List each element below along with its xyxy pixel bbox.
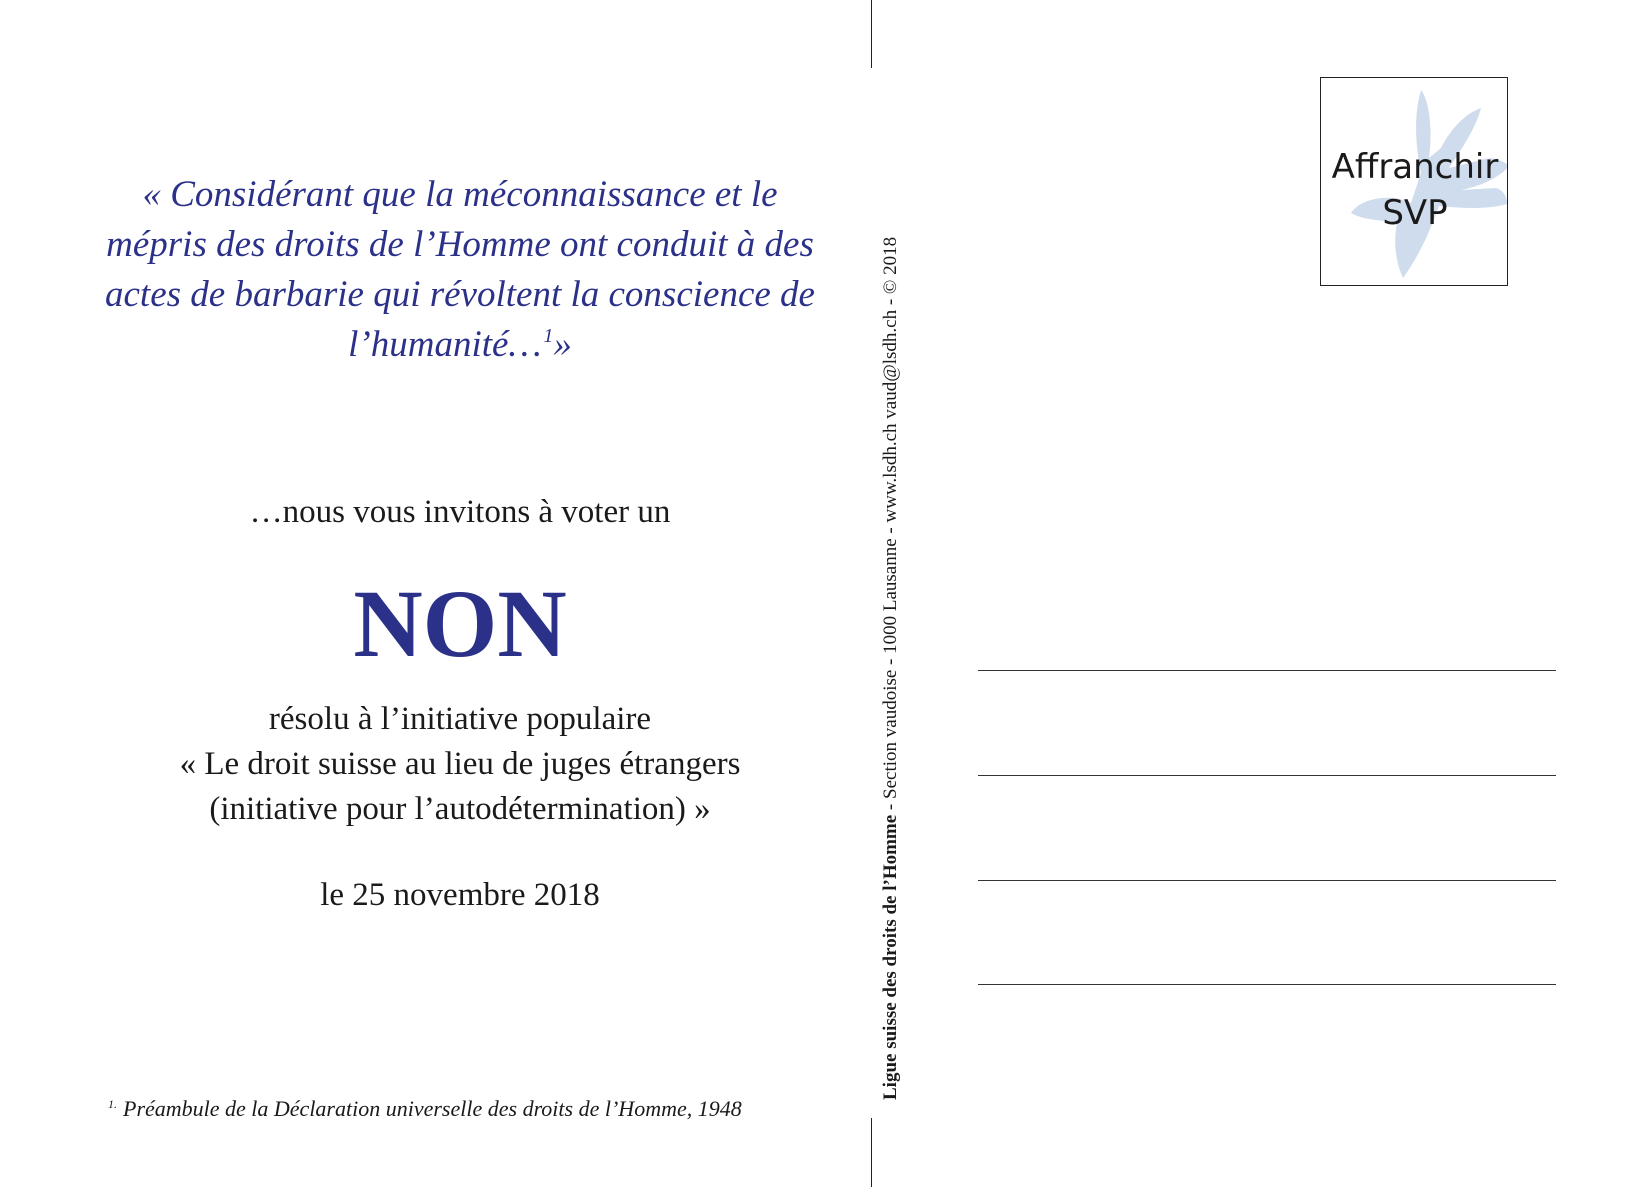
address-line-2[interactable] bbox=[978, 775, 1556, 776]
vote-date: le 25 novembre 2018 bbox=[320, 877, 600, 913]
sender-org-name: Ligue suisse des droits de l’Homme bbox=[880, 814, 901, 1100]
preamble-quote bbox=[60, 170, 860, 370]
quote-line-2: mépris des droits de l’Homme ont conduit à des bbox=[106, 224, 814, 265]
quote-line-4 bbox=[60, 320, 860, 370]
initiative-line-2: « Le droit suisse au lieu de juges étrangers bbox=[179, 746, 741, 782]
quote-close-mark: » bbox=[553, 324, 572, 365]
address-line-4[interactable] bbox=[978, 984, 1556, 985]
stamp-label-line-2: SVP bbox=[1382, 193, 1448, 233]
address-line-3[interactable] bbox=[978, 880, 1556, 881]
quote-line-3: actes de barbarie qui révoltent la conscience de bbox=[105, 274, 815, 315]
initiative-line-3: (initiative pour l’autodétermination) » bbox=[209, 791, 711, 827]
center-divider-top bbox=[871, 0, 872, 68]
center-divider-bottom bbox=[871, 1118, 872, 1187]
footnote bbox=[108, 1096, 828, 1122]
vote-non-heading: NON bbox=[353, 570, 567, 677]
footnote-text: Préambule de la Déclaration universelle des droits de l’Homme, 1948 bbox=[123, 1096, 742, 1121]
sender-info-vertical bbox=[880, 237, 902, 1100]
quote-line-4-text: l’humanité… bbox=[348, 324, 542, 365]
footnote-mark: 1. bbox=[108, 1097, 117, 1111]
address-line-1[interactable] bbox=[978, 670, 1556, 671]
quote-line-1: « Considérant que la méconnaissance et le bbox=[142, 174, 778, 215]
sender-details: - Section vaudoise - 1000 Lausanne - www.lsdh.ch vaud@lsdh.ch - © 2018 bbox=[880, 236, 901, 815]
footnote-reference: 1 bbox=[543, 325, 554, 347]
stamp-label bbox=[1321, 144, 1508, 236]
stamp-label-line-1: Affranchir bbox=[1331, 147, 1499, 187]
invite-text: …nous vous invitons à voter un bbox=[249, 494, 671, 530]
initiative-description bbox=[60, 697, 860, 832]
initiative-line-1: résolu à l’initiative populaire bbox=[268, 701, 652, 737]
stamp-area bbox=[1320, 77, 1508, 286]
